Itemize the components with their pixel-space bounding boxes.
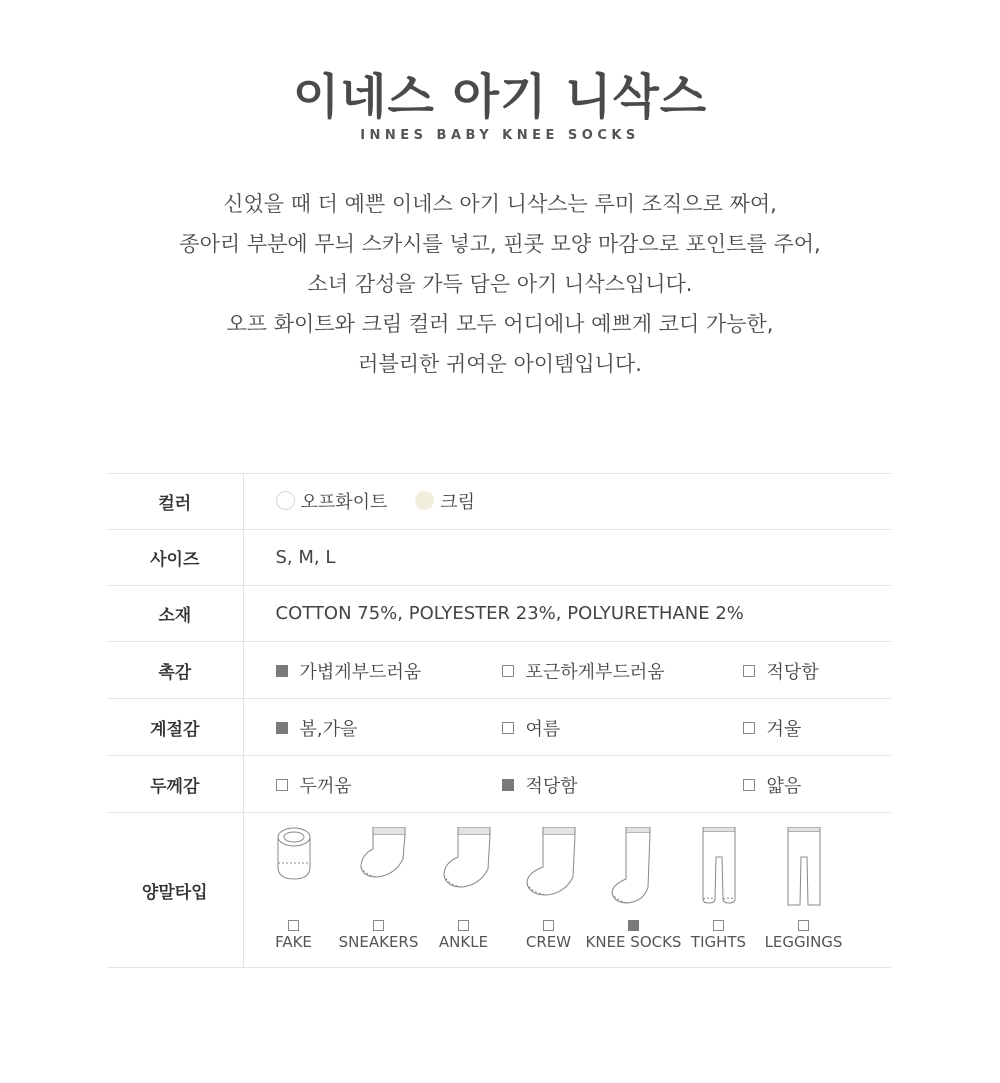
spec-row-sock-type: [107, 813, 891, 968]
checked-box-icon: [276, 665, 288, 677]
option-label: 적당함: [766, 662, 819, 683]
spec-row-season: [107, 699, 891, 756]
description-line: 소녀 감성을 가득 담은 아기 니삭스입니다.: [307, 272, 693, 296]
unchecked-box-icon: [288, 920, 299, 931]
leggings-icon: [756, 827, 852, 911]
checked-box-icon: [502, 779, 514, 791]
spec-row-color: [107, 474, 891, 530]
spec-row-size: [107, 530, 891, 586]
unchecked-box-icon: [743, 665, 755, 677]
sock-type-label: KNEE SOCKS: [585, 933, 682, 951]
sock-type-group: [244, 813, 892, 967]
description-line: 러블리한 귀여운 아이템입니다.: [358, 352, 642, 376]
spec-label: 두께감: [107, 756, 243, 813]
sneakers-sock-icon: [331, 827, 427, 911]
unchecked-box-icon: [798, 920, 809, 931]
checked-box-icon: [628, 920, 639, 931]
offwhite-swatch-icon: [276, 491, 295, 510]
fake-sock-icon: [246, 827, 342, 911]
sock-type-label: ANKLE: [438, 933, 489, 951]
spec-label: 계절감: [107, 699, 243, 756]
sock-type-label: TIGHTS: [690, 933, 747, 951]
unchecked-box-icon: [502, 722, 514, 734]
option-label: 얇음: [766, 776, 802, 797]
spec-value: S, M, L: [243, 530, 891, 586]
unchecked-box-icon: [713, 920, 724, 931]
unchecked-box-icon: [458, 920, 469, 931]
thickness-option[interactable]: [743, 772, 802, 798]
sock-type-label: FAKE: [275, 933, 312, 951]
touch-option[interactable]: [743, 658, 819, 684]
unchecked-box-icon: [743, 722, 755, 734]
season-option[interactable]: [743, 715, 802, 741]
season-option[interactable]: [276, 715, 358, 741]
page-subtitle: INNES BABY KNEE SOCKS: [360, 128, 640, 143]
touch-option[interactable]: [276, 658, 422, 684]
tights-icon: [671, 827, 767, 911]
color-option-cream: [415, 488, 475, 514]
touch-option[interactable]: [502, 658, 665, 684]
sock-type-label: SNEAKERS: [338, 933, 419, 951]
spec-row-material: [107, 586, 891, 642]
spec-row-thickness: [107, 756, 891, 813]
spec-label: 사이즈: [107, 530, 243, 586]
unchecked-box-icon: [543, 920, 554, 931]
option-label: 두꺼움: [299, 776, 352, 797]
option-label: 적당함: [525, 776, 578, 797]
checked-box-icon: [276, 722, 288, 734]
unchecked-box-icon: [743, 779, 755, 791]
choice-group: [244, 642, 892, 698]
spec-value: COTTON 75%, POLYESTER 23%, POLYURETHANE 2%: [243, 586, 891, 642]
season-option[interactable]: [502, 715, 561, 741]
sock-type-label: LEGGINGS: [764, 933, 843, 951]
spec-row-touch: [107, 642, 891, 699]
cream-swatch-icon: [415, 491, 434, 510]
unchecked-box-icon: [373, 920, 384, 931]
page-title: 이네스 아기 니삭스: [292, 69, 708, 125]
spec-label: 양말타입: [107, 813, 243, 968]
thickness-option[interactable]: [502, 772, 578, 798]
color-option-label: 크림: [440, 491, 475, 513]
crew-sock-icon: [501, 827, 597, 911]
thickness-option[interactable]: [276, 772, 352, 798]
description-line: 오프 화이트와 크림 컬러 모두 어디에나 예쁘게 코디 가능한,: [226, 312, 774, 336]
unchecked-box-icon: [276, 779, 288, 791]
choice-group: [244, 699, 892, 755]
option-label: 가볍게부드러움: [299, 662, 422, 683]
option-label: 겨울: [766, 719, 802, 740]
choice-group: [244, 756, 892, 812]
knee-sock-icon: [586, 827, 682, 911]
sock-type-label: CREW: [525, 933, 572, 951]
product-description: [0, 184, 1000, 384]
description-line: 신었을 때 더 예쁜 이네스 아기 니삭스는 루미 조직으로 짜여,: [223, 192, 777, 216]
color-option-label: 오프화이트: [300, 491, 388, 513]
spec-label: 촉감: [107, 642, 243, 699]
unchecked-box-icon: [502, 665, 514, 677]
option-label: 여름: [525, 719, 561, 740]
option-label: 포근하게부드러움: [525, 662, 665, 683]
spec-label: 컬러: [107, 474, 243, 530]
color-option-offwhite: [276, 488, 388, 514]
description-line: 종아리 부분에 무늬 스카시를 넣고, 핀콧 모양 마감으로 포인트를 주어,: [179, 232, 821, 256]
ankle-sock-icon: [416, 827, 512, 911]
option-label: 봄,가을: [299, 719, 358, 740]
spec-label: 소재: [107, 586, 243, 642]
spec-table: [107, 473, 891, 968]
